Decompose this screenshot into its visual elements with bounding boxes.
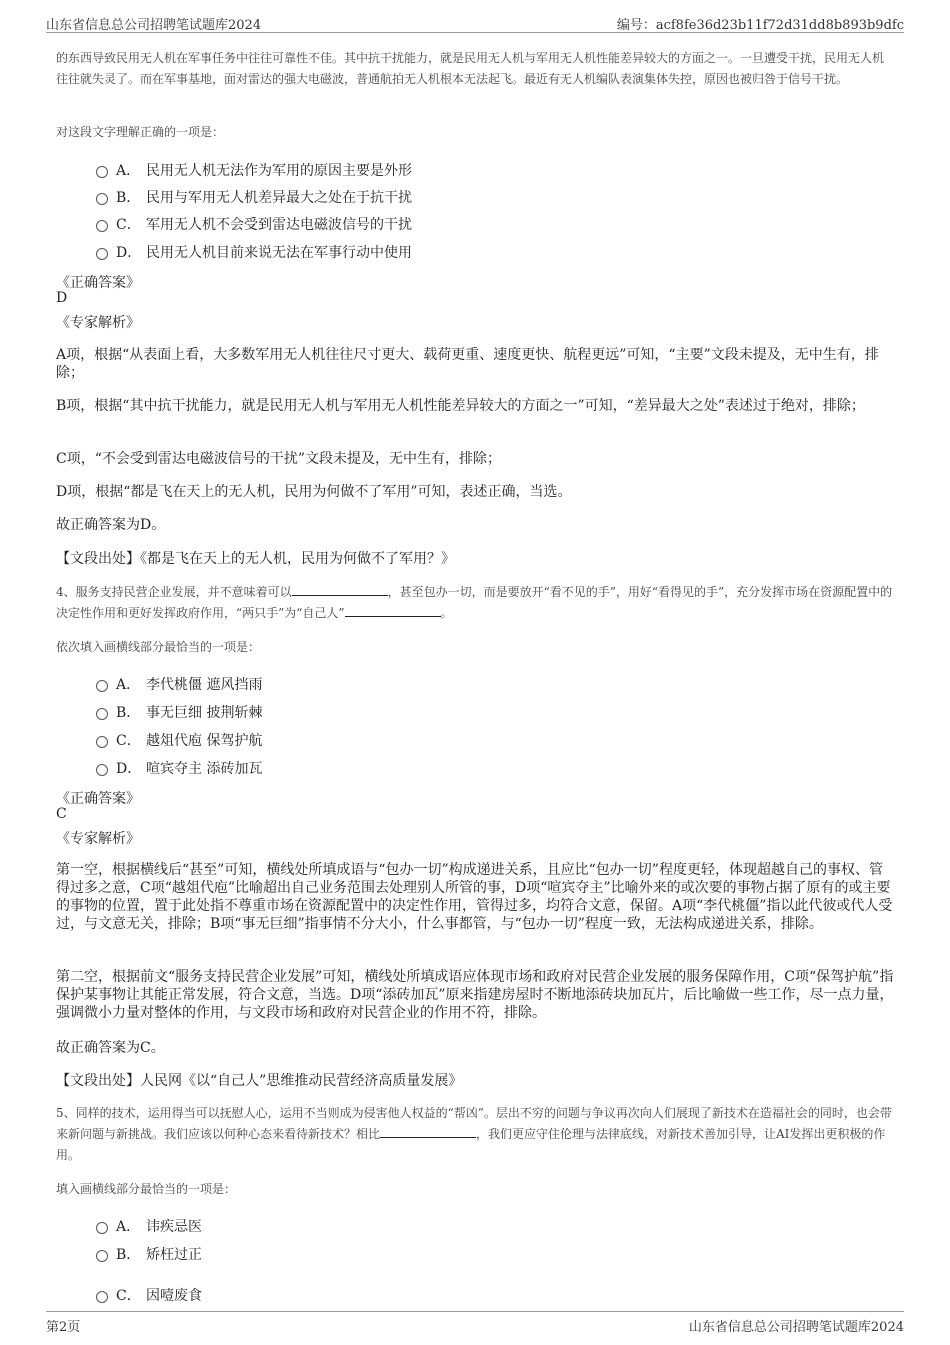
q3-conclusion: 故正确答案为D。 [56,517,166,533]
q3-option-b[interactable]: B． 民用与军用无人机差异最大之处在于抗干扰 [96,187,412,207]
q4-analysis-second-blank: 第二空，根据前文“服务支持民营企业发展”可知，横线处所填成语应体现市场和政府对民营企业发展的服务保障作用，C项“保驾护航”指保护某事物让其能正常发展，符合文意，当选。D项“添砖加瓦”原来指建房屋时不断地添砖块加瓦片，后比喻做一些工作，尽一点力量，强调微小力量对整体的作用，与文段市场和政府对民营企业的作用不符，排除。 [56,969,894,1021]
footer-title: 山东省信息总公司招聘笔试题库2024 [688,1320,904,1335]
q4-option-a[interactable]: A． 李代桃僵 遮风挡雨 [96,674,262,694]
q3-passage: 的东西导致民用无人机在军事任务中往往可靠性不佳。其中抗干扰能力，就是民用无人机与军用无人机性能差异较大的方面之一。一旦遭受干扰，民用无人机往往就失灵了。而在军事基地，面对雷达的强大电磁波，普通航拍无人机根本无法起飞。最近有无人机编队表演集体失控，原因也被归咎于信号干扰。 [56,51,885,86]
q4-prompt: 依次填入画横线部分最恰当的一项是： [56,640,261,654]
page-number: 第2页 [46,1320,81,1335]
q4-conclusion: 故正确答案为C。 [56,1040,165,1056]
q4-source: 【文段出处】人民网《以“自己人”思维推动民营经济高质量发展》 [56,1073,463,1089]
q5-stem: 5、同样的技术，运用得当可以抚慰人心，运用不当则成为侵害他人权益的“帮凶”。层出不穷的问题与争议再次向人们展现了新技术在造福社会的同时，也会带来新问题与新挑战。我们应该以何种心态来看待新技术？相比 ，我们更应守住伦理与法律底线，对新技术善加引导，让AI发挥出更积极的作用。 [56,1106,892,1162]
q3-answer-label: 《正确答案》 [56,275,140,291]
radio-icon[interactable] [96,166,108,178]
header-title: 山东省信息总公司招聘笔试题库2024 [46,18,262,33]
q4-answer: C [56,806,67,822]
q5-option-c[interactable]: C． 因噎废食 [96,1285,202,1305]
blank-line [292,583,388,596]
q4-answer-label: 《正确答案》 [56,791,140,807]
q4-analysis-label: 《专家解析》 [56,831,140,847]
q5-prompt: 填入画横线部分最恰当的一项是： [56,1182,237,1196]
radio-icon[interactable] [96,1291,108,1303]
q3-analysis-a: A项，根据“从表面上看，大多数军用无人机往往尺寸更大、载荷更重、速度更快、航程更远”可知，“主要”文段未提及，无中生有，排除； [56,347,879,381]
q5-option-b[interactable]: B． 矫枉过正 [96,1244,202,1264]
q3-option-c[interactable]: C． 军用无人机不会受到雷达电磁波信号的干扰 [96,214,412,234]
radio-icon[interactable] [96,220,108,232]
q3-prompt: 对这段文字理解正确的一项是： [56,125,225,139]
radio-icon[interactable] [96,248,108,260]
radio-icon[interactable] [96,1222,108,1234]
radio-icon[interactable] [96,764,108,776]
radio-icon[interactable] [96,1250,108,1262]
q5-option-a[interactable]: A． 讳疾忌医 [96,1216,202,1236]
q4-analysis-first-blank: 第一空，根据横线后“甚至”可知，横线处所填成语与“包办一切”构成递进关系，且应比“包办一切”程度更轻，体现超越自己的事权、管得过多之意，C项“越俎代庖”比喻超出自己业务范围去处理别人所管的事，D项“喧宾夺主”比喻外来的或次要的事物占据了原有的或主要的事物的位置，置于此处指不尊重市场在资源配置中的决定性作用，管得过多，均符合文意，保留。A项“李代桃僵”指以此代彼或代人受过，与文意无关，排除；B项“事无巨细”指事情不分大小，什么事都管，与“包办一切”程度一致，无法构成递进关系，排除。 [56,862,893,932]
q3-analysis-label: 《专家解析》 [56,315,140,331]
q3-analysis-d: D项，根据“都是飞在天上的无人机，民用为何做不了军用”可知，表述正确，当选。 [56,484,572,500]
radio-icon[interactable] [96,736,108,748]
radio-icon[interactable] [96,708,108,720]
q3-source: 【文段出处】《都是飞在天上的无人机，民用为何做不了军用？》 [56,551,455,567]
q4-option-d[interactable]: D． 喧宾夺主 添砖加瓦 [96,758,262,778]
blank-line [380,1125,476,1138]
q3-option-a[interactable]: A． 民用无人机无法作为军用的原因主要是外形 [96,160,412,180]
radio-icon[interactable] [96,193,108,205]
q3-answer: D [56,290,68,306]
blank-line [345,604,441,617]
q3-analysis-c: C项，“不会受到雷达电磁波信号的干扰”文段未提及，无中生有，排除； [56,451,502,467]
q3-option-d[interactable]: D． 民用无人机目前来说无法在军事行动中使用 [96,242,412,262]
page-footer [46,1311,904,1334]
page-header [46,12,904,33]
q3-analysis-b: B项，根据“其中抗干扰能力，就是民用无人机与军用无人机性能差异较大的方面之一”可知，“差异最大之处”表述过于绝对，排除； [56,398,865,414]
radio-icon[interactable] [96,680,108,692]
q4-option-b[interactable]: B． 事无巨细 披荆斩棘 [96,702,262,722]
q4-option-c[interactable]: C． 越俎代庖 保驾护航 [96,730,262,750]
header-code: 编号：acf8fe36d23b11f72d31dd8b893b9dfc [616,18,904,33]
q4-stem: 4、服务支持民营企业发展，并不意味着可以 ，甚至包办一切，而是要放开“看不见的手”，用好“看得见的手”，充分发挥市场在资源配置中的决定性作用和更好发挥政府作用，“两只手”为“自己人” 。 [56,585,893,620]
